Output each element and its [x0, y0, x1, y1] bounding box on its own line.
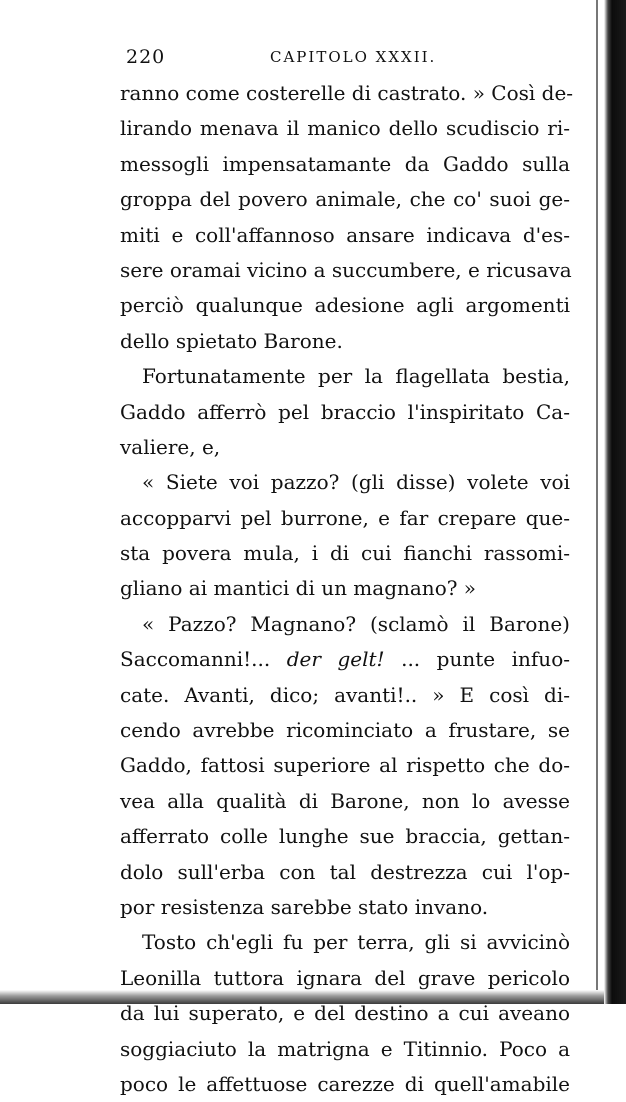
text-line: poco le affettuose carezze di quell'amabile [120, 1071, 570, 1096]
text-segment: ... punte infuo- [384, 647, 570, 672]
text-line: soggiaciuto la matrigna e Titinnio. Poco a [120, 1036, 570, 1061]
text-line: messogli impensatamante da Gaddo sulla [120, 151, 570, 176]
text-line [120, 642, 570, 677]
text-line: Gaddo afferrò pel braccio l'inspiritato Ca- [120, 399, 570, 424]
text-line: ranno come costerelle di castrato. » Così de- [120, 81, 574, 105]
text-line: lirando menava il manico dello scudiscio ri- [120, 116, 570, 141]
text-line: Tosto ch'egli fu per terra, gli si avvicinò [142, 930, 570, 955]
text-line: vea alla qualità di Barone, non lo avesse [120, 788, 570, 813]
text-line: gliano ai mantici di un magnano? » [120, 576, 477, 601]
text-line: Gaddo, fattosi superiore al rispetto che do- [120, 753, 570, 778]
book-spine-shadow [604, 0, 626, 1004]
text-line: « Siete voi pazzo? (gli disse) volete voi [142, 470, 570, 495]
running-head: CAPITOLO XXXII. [270, 48, 437, 66]
text-line: « Pazzo? Magnano? (sclamò il Barone) [142, 611, 570, 636]
text-line: dolo sull'erba con tal destrezza cui l'op- [120, 859, 570, 884]
page-header [126, 46, 566, 76]
text-line: groppa del povero animale, che co' suoi ge- [120, 187, 570, 212]
text-line: Leonilla tuttora ignara del grave pericolo [120, 965, 570, 990]
text-line: cate. Avanti, dico; avanti!.. » E così di- [120, 682, 570, 707]
text-line: valiere, e, [120, 434, 221, 459]
italic-phrase: der gelt! [286, 647, 385, 672]
page-number: 220 [126, 46, 166, 68]
text-line: miti e coll'affannoso ansare indicava d'es- [120, 222, 570, 247]
text-line: cendo avrebbe ricominciato a frustare, se [120, 718, 570, 743]
text-line: por resistenza sarebbe stato invano. [120, 894, 489, 919]
text-line: accopparvi pel burrone, e far crepare que- [120, 505, 570, 530]
gutter-line [596, 0, 598, 1004]
text-line: da lui superato, e del destino a cui aveano [120, 1001, 570, 1026]
text-line: perciò qualunque adesione agli argomenti [120, 293, 570, 318]
text-line: dello spietato Barone. [120, 328, 343, 353]
body-text [120, 76, 574, 1102]
text-line: Fortunatamente per la flagellata bestia, [142, 364, 570, 389]
text-segment: Saccomanni!... [120, 647, 287, 672]
text-line: sta povera mula, i di cui fianchi rassomi- [120, 541, 570, 566]
text-line: sere oramai vicino a succumbere, e ricusava [120, 257, 572, 282]
text-line: afferrato colle lunghe sue braccia, gettan- [120, 824, 570, 849]
